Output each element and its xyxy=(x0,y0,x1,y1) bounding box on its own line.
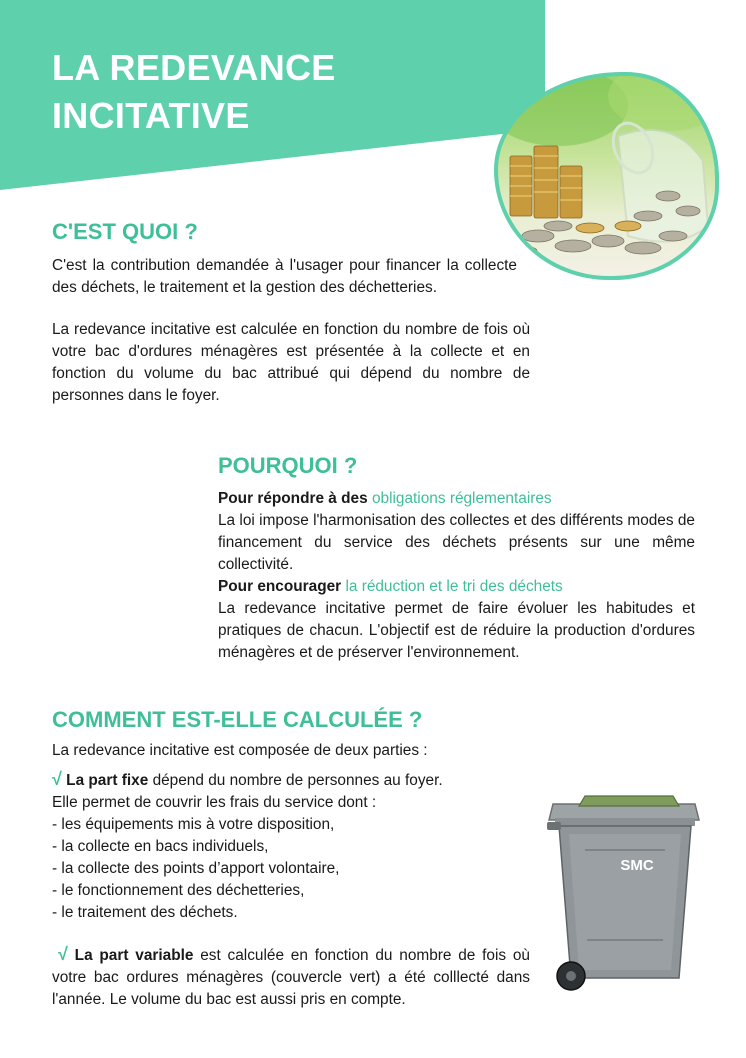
fixed-part-label: La part fixe xyxy=(66,772,149,789)
why-item-2-lead: Pour encourager xyxy=(218,578,342,595)
fixed-part-sub: Elle permet de couvrir les frais du service dont : xyxy=(52,794,377,811)
variable-part-text: est calculée en fonction du nombre de fois où votre bac ordures ménagères (couvercle vert) a été colllecté dans l'année. Le volume du bac est aussi pris en compte. xyxy=(52,947,530,1008)
variable-part-label: La part variable xyxy=(74,947,194,964)
what-paragraph-2: La redevance incitative est calculée en fonction du nombre de fois où votre bac d'ordures ménagères est présentée à la collecte et en fonction du volume du bac attribué qui dépend du nombre de personnes dans le foyer. xyxy=(52,321,530,404)
coins-jar-image xyxy=(494,72,719,280)
fixed-list-item: - la collecte des points d’apport volontaire, xyxy=(52,860,340,877)
variable-part-block xyxy=(52,943,530,1011)
fixed-part-title xyxy=(52,768,532,792)
fixed-list-item: - le traitement des déchets. xyxy=(52,904,238,921)
coins-illustration xyxy=(498,76,715,276)
fixed-part-block xyxy=(52,768,532,924)
waste-bin-icon xyxy=(545,790,705,995)
section-heading-how: COMMENT EST-ELLE CALCULÉE ? xyxy=(52,707,423,732)
why-item-1-text: La loi impose l'harmonisation des collectes et des différents modes de financement du service des déchets présents sur une même collectivité. xyxy=(218,512,695,573)
page-title-line2: INCITATIVE xyxy=(52,95,250,136)
check-icon: √ xyxy=(58,944,68,964)
section-heading-what: C'EST QUOI ? xyxy=(52,219,198,244)
fixed-part-text: dépend du nombre de personnes au foyer. xyxy=(152,772,443,789)
what-paragraph-1: C'est la contribution demandée à l'usager pour financer la collecte des déchets, le traitement et la gestion des déchetteries. xyxy=(52,257,517,296)
waste-bin-image xyxy=(545,790,705,1000)
fixed-list-item: - les équipements mis à votre disposition, xyxy=(52,816,335,833)
page-title-line1: LA REDEVANCE xyxy=(52,47,336,88)
why-item-2-title xyxy=(218,576,695,598)
why-item-1-lead: Pour répondre à des xyxy=(218,490,368,507)
fixed-list-item: - la collecte en bacs individuels, xyxy=(52,838,269,855)
section-heading-why: POURQUOI ? xyxy=(218,453,358,478)
why-item-1-highlight: obligations réglementaires xyxy=(371,490,552,507)
how-intro: La redevance incitative est composée de deux parties : xyxy=(52,742,428,759)
check-icon: √ xyxy=(52,769,62,789)
why-item-2-text: La redevance incitative permet de faire évoluer les habitudes et pratiques de chacun. L'objectif est de réduire la production d'ordures ménagères et de préserver l'environnement. xyxy=(218,600,695,661)
fixed-list-item: - le fonctionnement des déchetteries, xyxy=(52,882,305,899)
why-item-2-highlight: la réduction et le tri des déchets xyxy=(345,578,563,595)
bin-label: SMC xyxy=(620,857,654,874)
why-item-1-title xyxy=(218,488,695,510)
page-title xyxy=(52,44,336,140)
why-content xyxy=(218,488,695,664)
